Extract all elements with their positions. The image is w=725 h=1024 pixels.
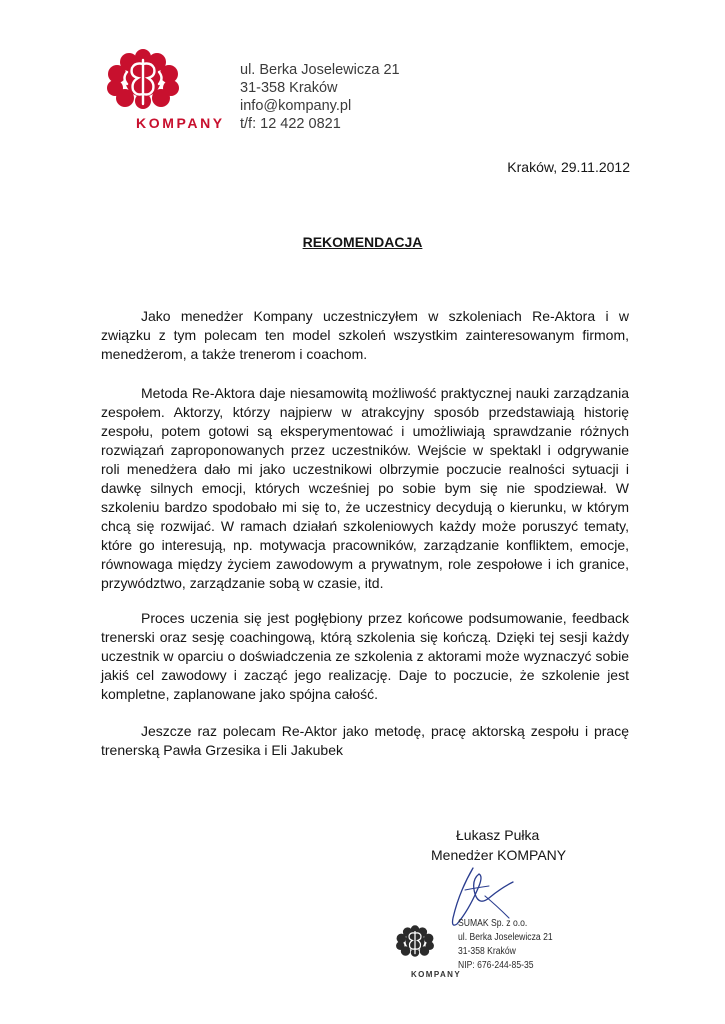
stamp-company: SUMAK Sp. z o.o.: [458, 918, 528, 929]
stamp-logo: [395, 922, 435, 960]
address-city: 31-358 Kraków: [240, 80, 338, 96]
address-email: info@kompany.pl: [240, 98, 352, 114]
letter-title: REKOMENDACJA: [302, 234, 423, 250]
letterhead-address: [240, 61, 400, 133]
company-stamp: [458, 917, 553, 973]
address-phone: t/f: 12 422 0821: [240, 116, 341, 132]
brand-name: KOMPANY: [136, 115, 225, 131]
paragraph-3: Proces uczenia się jest pogłębiony przez końcowe podsumowanie, feedback trenerski oraz sesję coachingową, którą szkolenia się kończą. Dzięki tej sesji każdy uczestnik w oparciu o doświadczenia ze szkolenia z aktorami może wyznaczyć sobie jakiś cel zawodowy i zacząć jego realizację. Daje to poczucie, że szkolenie jest kompletne, zaplanowane jako spójna całość.: [101, 610, 629, 702]
stamp-nip: NIP: 676-244-85-35: [458, 960, 534, 971]
paragraph-4: Jeszcze raz polecam Re-Aktor jako metodę, pracę aktorską zespołu i pracę trenerską Pawła Grzesika i Eli Jakubek: [101, 723, 629, 758]
paragraph-1: Jako menedżer Kompany uczestniczyłem w szkoleniach Re-Aktora i w związku z tym polecam ten model szkoleń wszystkim zainteresowanym firmom, menedżerom, a także trenerom i coachom.: [101, 308, 629, 362]
paragraph-2: Metoda Re-Aktora daje niesamowitą możliwość praktycznej nauki zarządzania zespołem. Aktorzy, którzy najpierw w atrakcyjny sposób przedstawiają historię zespołu, potem gotowi są eksperymentować i umożliwiają sprawdzanie różnych rozwiązań zaproponowanych przez uczestników. Wejście w spektakl i odgrywanie roli menedżera dało mi jako uczestnikowi olbrzymie poczucie realności sytuacji i dawkę silnych emocji, których wcześniej po sobie bym się nie spodziewał. W szkoleniu bardzo spodobało mi się to, że uczestnicy decydują o kierunku, w którym chcą się rozwijać. W ramach działań szkoleniowych każdy może poruszyć tematy, które go interesują, np. motywacja pracowników, zarządzanie konfliktem, emocje, równowaga między życiem zawodowym a prywatnym, role zespołowe i ich granice, przywództwo, zarządzanie sobą w czasie, itd.: [101, 385, 629, 591]
stamp-brand: KOMPANY: [411, 970, 462, 979]
signatory-name: Łukasz Pułka: [456, 827, 540, 843]
stamp-city: 31-358 Kraków: [458, 946, 516, 957]
letter-date: Kraków, 29.11.2012: [507, 159, 630, 175]
signatory-role: Menedżer KOMPANY: [431, 847, 567, 863]
kompany-logo: [105, 48, 181, 110]
stamp-street: ul. Berka Joselewicza 21: [458, 932, 553, 943]
address-street: ul. Berka Joselewicza 21: [240, 62, 400, 78]
